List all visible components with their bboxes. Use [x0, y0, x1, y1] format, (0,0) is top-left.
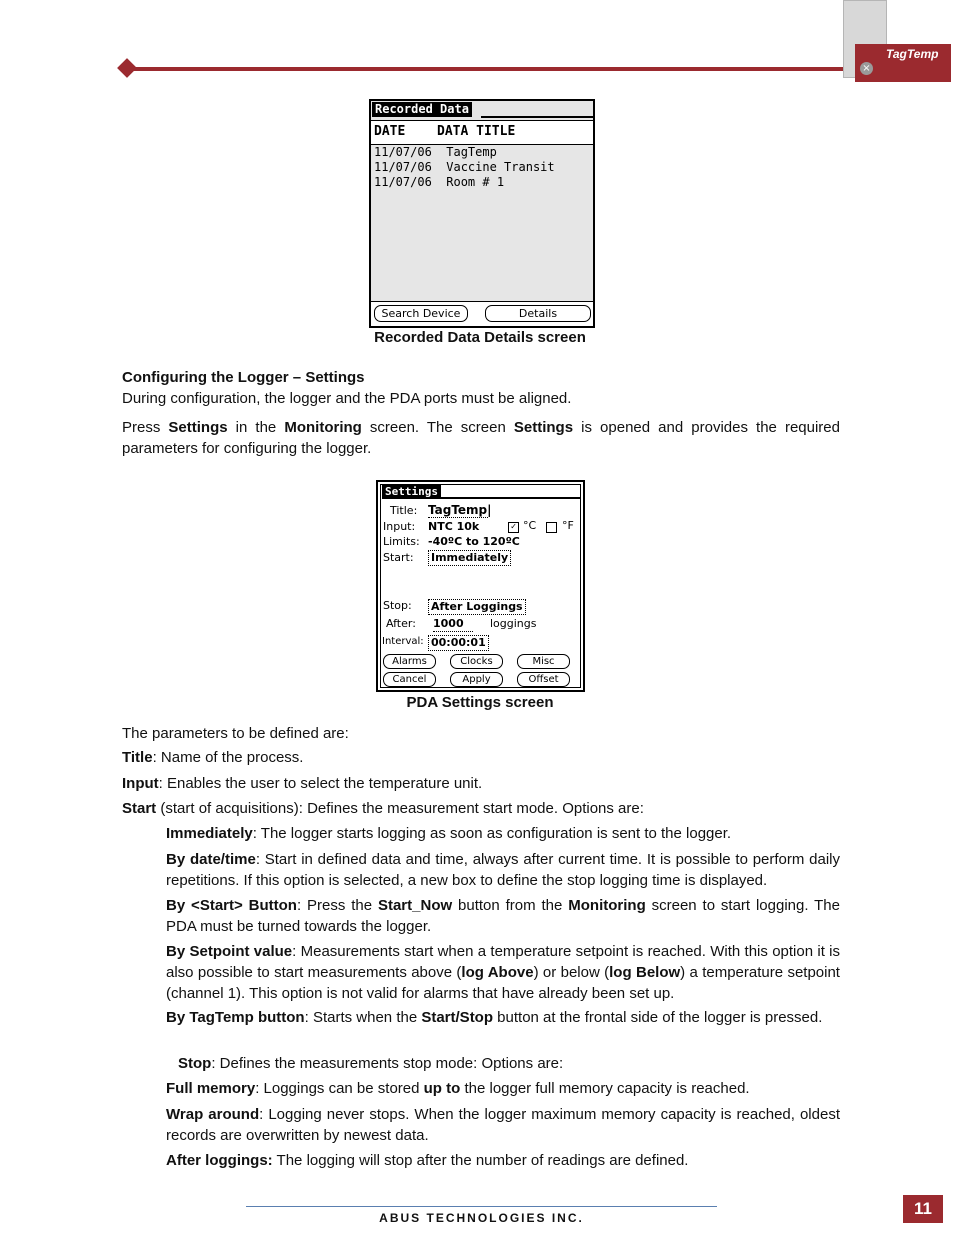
interval-select[interactable]: 00:00:01 — [428, 635, 489, 651]
col-title: DATA TITLE — [437, 124, 516, 139]
paragraph-alignment: During configuration, the logger and the PDA ports must be aligned. — [122, 390, 572, 407]
fahrenheit-checkbox[interactable] — [546, 522, 557, 533]
header-diamond — [117, 58, 137, 78]
recorded-data-screen — [369, 99, 595, 328]
option-immediately: Immediately: The logger starts logging as soon as configuration is sent to the logger. — [166, 825, 732, 842]
title-label: Title: — [390, 504, 418, 517]
list-item[interactable]: 11/07/06 Room # 1 — [374, 175, 505, 189]
list-item[interactable]: 11/07/06 TagTemp — [374, 145, 497, 159]
option-by-datetime: By date/time: Start in defined data and time, always after current time. It is possible to perform daily repetitions. If this option is selected, a new box to define the stop logging time is displayed. — [166, 851, 840, 889]
limits-value: -40ºC to 120ºC — [428, 535, 520, 548]
close-icon: × — [860, 62, 873, 75]
interval-label: Interval: — [382, 636, 424, 647]
footer-company: ABUS TECHNOLOGIES INC. — [379, 1211, 584, 1225]
header-tab-label: TagTemp — [886, 47, 939, 61]
header-rule — [122, 67, 850, 71]
recorded-data-title: Recorded Data — [372, 102, 472, 117]
limits-label: Limits: — [383, 535, 420, 548]
list-item[interactable]: 11/07/06 Vaccine Transit — [374, 160, 555, 174]
option-by-tagtemp-button: By TagTemp button: Starts when the Start/Stop button at the frontal side of the logger is pressed. — [166, 1009, 823, 1026]
search-device-button[interactable]: Search Device — [374, 305, 468, 322]
title-field[interactable]: TagTemp| — [428, 503, 492, 517]
title-rule — [481, 116, 593, 118]
stop-select[interactable]: After Loggings — [428, 599, 526, 615]
option-by-start-button: By <Start> Button: Press the Start_Now button from the Monitoring screen to start logging. The PDA must be turned towards the logger. — [166, 897, 840, 935]
col-date: DATE — [374, 124, 406, 139]
section-heading: Configuring the Logger – Settings — [122, 369, 365, 386]
start-label: Start: — [383, 551, 414, 564]
start-definition: Start (start of acquisitions): Defines the measurement start mode. Options are: — [122, 800, 644, 817]
stop-label: Stop: — [383, 599, 412, 612]
paragraph-settings: Press Settings in the Monitoring screen. The screen Settings is opened and provides the required parameters for configuring the logger. — [122, 419, 840, 457]
celsius-label: °C — [523, 519, 537, 532]
input-definition: Input: Enables the user to select the temperature unit. — [122, 775, 483, 792]
offset-button[interactable]: Offset — [517, 672, 570, 687]
option-wrap-around: Wrap around: Logging never stops. When the logger maximum memory capacity is reached, oldest records are overwritten by newest data. — [166, 1106, 840, 1144]
recorded-data-caption: Recorded Data Details screen — [374, 329, 586, 346]
stop-definition: Stop: Defines the measurements stop mode: Options are: — [178, 1055, 564, 1072]
fahrenheit-label: °F — [562, 519, 574, 532]
alarms-button[interactable]: Alarms — [383, 654, 436, 669]
option-after-loggings: After loggings: The logging will stop after the number of readings are defined. — [166, 1152, 689, 1169]
input-label: Input: — [383, 520, 416, 533]
celsius-checkbox[interactable]: ✓ — [508, 522, 519, 533]
title-rule — [440, 497, 580, 499]
page-number: 11 — [903, 1195, 943, 1223]
footer-rule — [246, 1206, 717, 1207]
clocks-button[interactable]: Clocks — [450, 654, 503, 669]
option-full-memory: Full memory: Loggings can be stored up to the logger full memory capacity is reached. — [166, 1080, 750, 1097]
settings-screen — [376, 480, 585, 692]
params-intro: The parameters to be defined are: — [122, 725, 349, 742]
title-definition: Title: Name of the process. — [122, 749, 304, 766]
after-value[interactable]: 1000 — [433, 617, 473, 632]
details-button[interactable]: Details — [485, 305, 591, 322]
column-header — [371, 120, 593, 145]
misc-button[interactable]: Misc — [517, 654, 570, 669]
after-unit: loggings — [490, 617, 537, 630]
settings-caption: PDA Settings screen — [406, 694, 554, 711]
button-bar — [371, 301, 593, 326]
after-label: After: — [386, 617, 416, 630]
settings-title: Settings — [382, 485, 441, 499]
cancel-button[interactable]: Cancel — [383, 672, 436, 687]
apply-button[interactable]: Apply — [450, 672, 503, 687]
input-value[interactable]: NTC 10k — [428, 520, 480, 533]
option-by-setpoint: By Setpoint value: Measurements start when a temperature setpoint is reached. With this option it is also possible to start measurements above (log Above) or below (log Below) a temperature setpoint (channel 1). This option is not valid for alarms that have already been set up. — [166, 943, 841, 1002]
start-select[interactable]: Immediately — [428, 550, 511, 566]
